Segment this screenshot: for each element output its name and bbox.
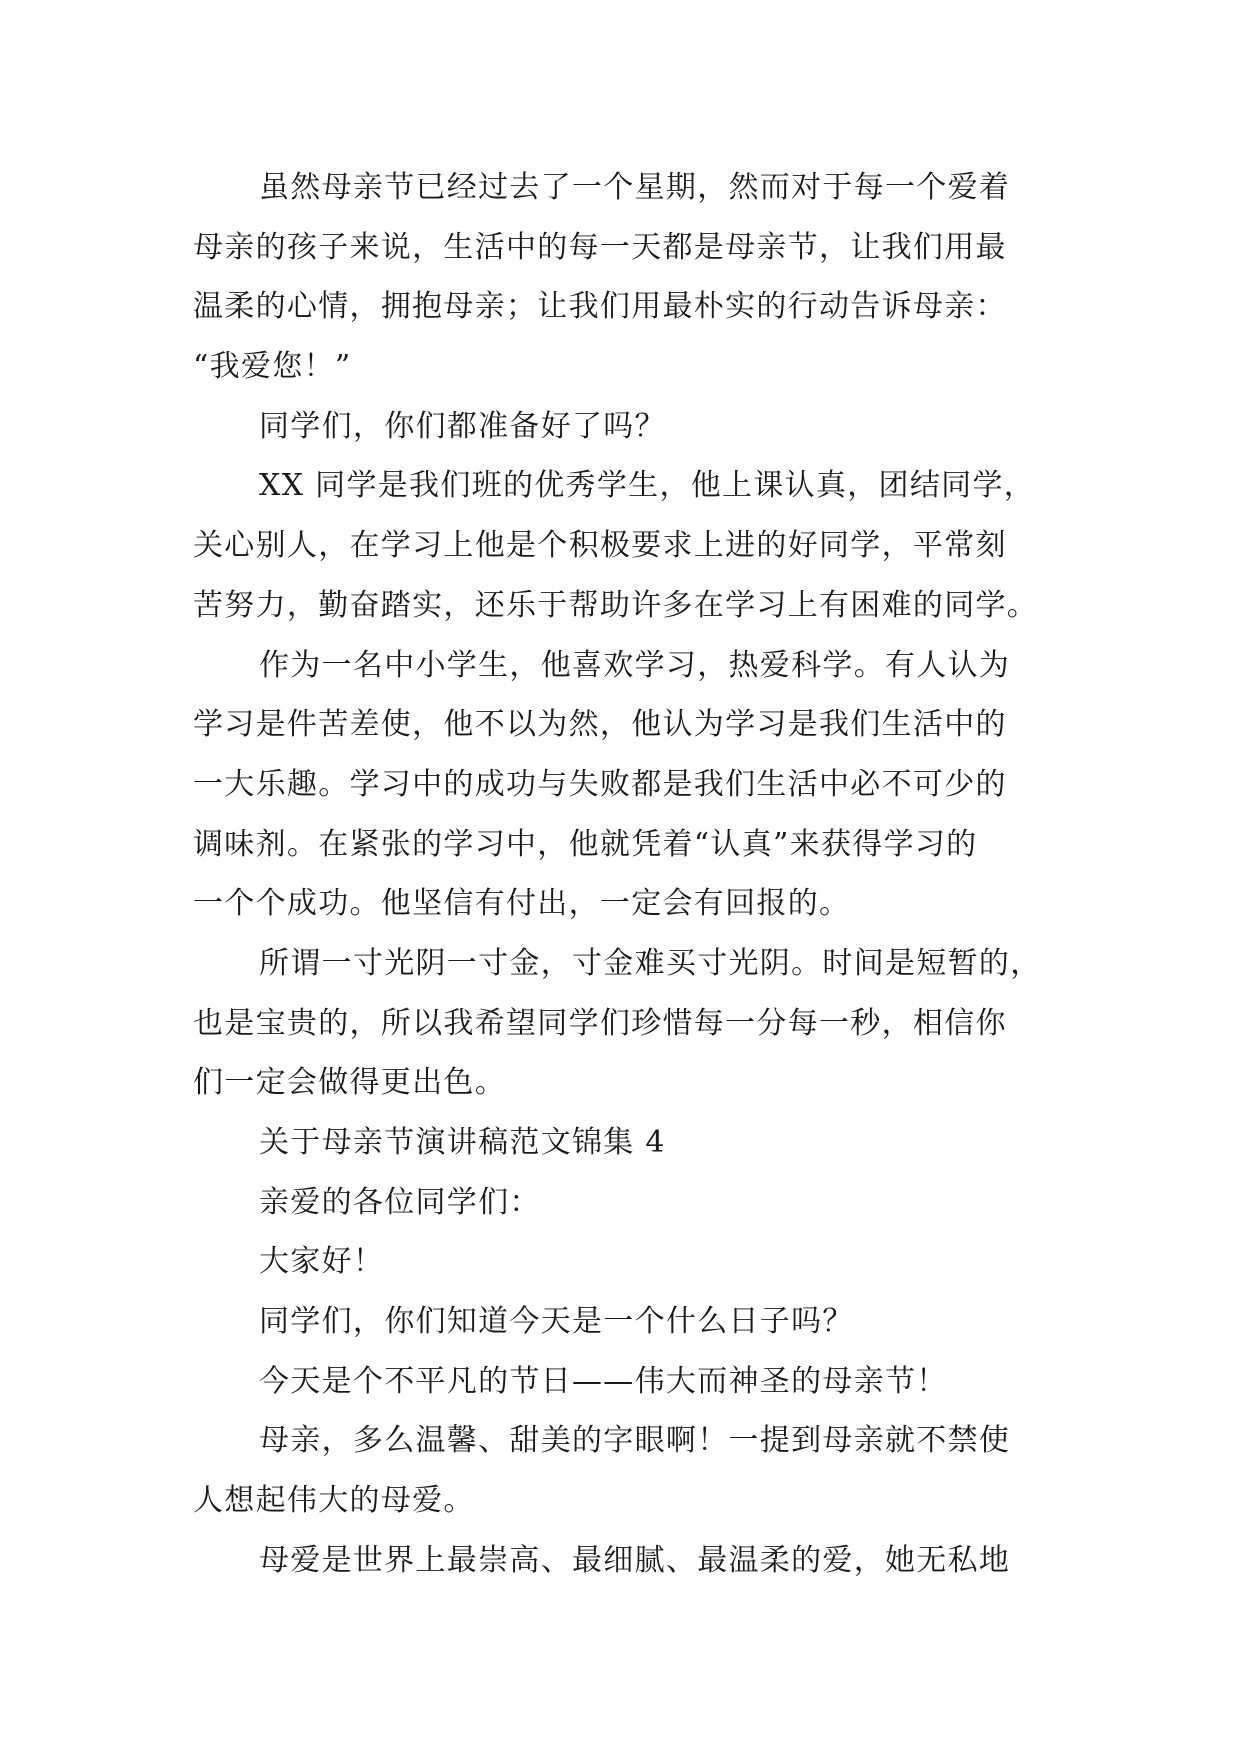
text-line: 关于母亲节演讲稿范文锦集 4 — [259, 1125, 666, 1160]
text-line: 调味剂。在紧张的学习中，他就凭着“认真”来获得学习的 — [193, 826, 978, 862]
text-line: 也是宝贵的，所以我希望同学们珍惜每一分每一秒，相信你 — [193, 1005, 1007, 1041]
text-line: XX 同学是我们班的优秀学生，他上课认真，团结同学， — [259, 468, 1036, 504]
text-line: 作为一名中小学生，他喜欢学习，热爱科学。有人认为 — [259, 647, 1011, 683]
text-line: 一大乐趣。学习中的成功与失败都是我们生活中必不可少的 — [193, 766, 1007, 802]
text-line: 同学们，你们知道今天是一个什么日子吗？ — [259, 1304, 854, 1340]
text-line: 温柔的心情，拥抱母亲；让我们用最朴实的行动告诉母亲： — [193, 289, 1007, 325]
text-line: 一个个成功。他坚信有付出，一定会有回报的。 — [193, 886, 851, 922]
text-line: 大家好！ — [259, 1244, 385, 1280]
text-line: 关心别人，在学习上他是个积极要求上进的好同学，平常刻 — [193, 528, 1007, 564]
text-line: 今天是个不平凡的节日——伟大而神圣的母亲节！ — [259, 1363, 948, 1399]
text-line: 母亲，多么温馨、甜美的字眼啊！一提到母亲就不禁使 — [259, 1423, 1011, 1459]
text-line: 亲爱的各位同学们： — [259, 1184, 541, 1220]
text-line: 人想起伟大的母爱。 — [193, 1483, 475, 1519]
text-line: 们一定会做得更出色。 — [193, 1065, 506, 1101]
text-line: 母亲的孩子来说，生活中的每一天都是母亲节，让我们用最 — [193, 229, 1007, 265]
document-body — [193, 158, 1063, 1591]
text-line: 虽然母亲节已经过去了一个星期，然而对于每一个爱着 — [259, 170, 1011, 205]
text-line: 苦努力，勤奋踏实，还乐于帮助许多在学习上有困难的同学。 — [193, 587, 1039, 623]
text-line: “我爱您！” — [193, 349, 352, 385]
text-line: 母爱是世界上最崇高、最细腻、最温柔的爱，她无私地 — [259, 1542, 1011, 1578]
text-line: 同学们，你们都准备好了吗？ — [259, 408, 666, 444]
text-line: 学习是件苦差使，他不以为然，他认为学习是我们生活中的 — [193, 707, 1007, 743]
text-line: 所谓一寸光阴一寸金，寸金难买寸光阴。时间是短暂的， — [259, 945, 1042, 981]
